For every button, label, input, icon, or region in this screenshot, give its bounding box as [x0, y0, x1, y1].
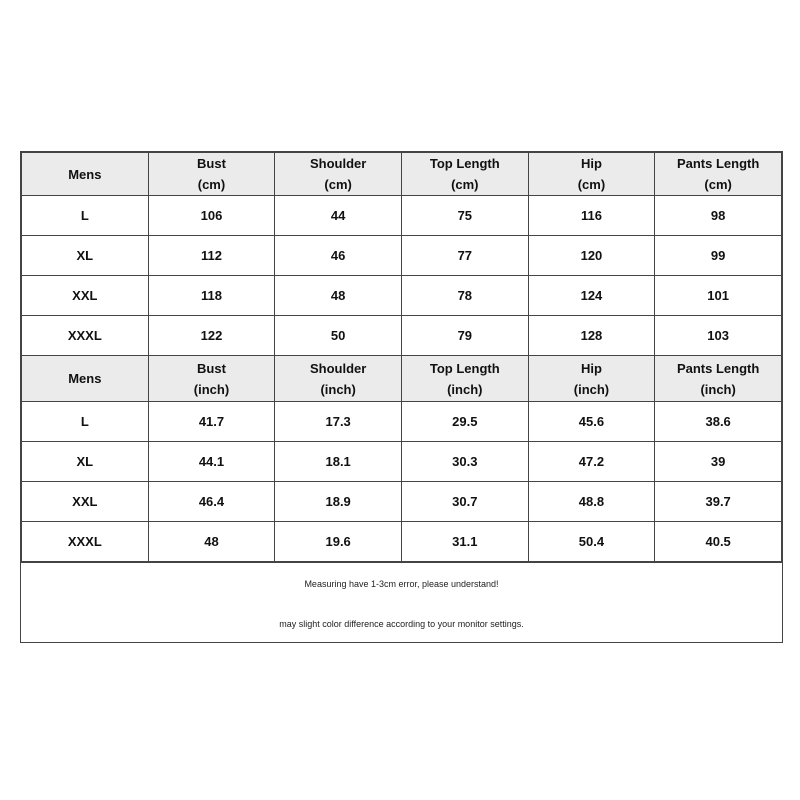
inch-header-row	[22, 356, 782, 402]
pants-length-cell: 103	[655, 316, 782, 356]
bust-cell: 118	[148, 276, 275, 316]
shoulder-cell: 18.9	[275, 482, 402, 522]
hip-cell: 116	[528, 196, 655, 236]
bust-cell: 41.7	[148, 402, 275, 442]
size-table	[21, 152, 782, 562]
cm-header-pants-length-name: Pants Length	[676, 156, 760, 171]
cm-header-mens: Mens	[22, 153, 149, 196]
top-length-cell: 30.7	[401, 482, 528, 522]
inch-header-hip-name: Hip	[580, 360, 602, 376]
bust-cell: 106	[148, 196, 275, 236]
error-note: Measuring have 1-3cm error, please understand!	[304, 579, 499, 589]
cm-header-shoulder-name: Shoulder	[309, 156, 367, 171]
size-cell: XXL	[22, 482, 149, 522]
pants-length-cell: 39	[655, 442, 782, 482]
cm-header-shoulder	[275, 153, 402, 196]
table-row	[22, 522, 782, 562]
inch-header-bust-name: Bust	[197, 360, 226, 376]
inch-header-shoulder-unit: (inch)	[320, 381, 356, 397]
size-cell: XL	[22, 236, 149, 276]
top-length-cell: 29.5	[401, 402, 528, 442]
shoulder-cell: 50	[275, 316, 402, 356]
cm-header-top-length-name: Top Length	[429, 156, 500, 171]
cm-header-row	[22, 153, 782, 196]
inch-header-shoulder	[275, 356, 402, 402]
cm-header-hip-name: Hip	[580, 156, 602, 171]
shoulder-cell: 17.3	[275, 402, 402, 442]
bust-cell: 44.1	[148, 442, 275, 482]
shoulder-cell: 46	[275, 236, 402, 276]
inch-header-bust	[148, 356, 275, 402]
table-row	[22, 276, 782, 316]
size-cell: XL	[22, 442, 149, 482]
cm-header-shoulder-unit: (cm)	[324, 177, 352, 192]
size-cell: XXL	[22, 276, 149, 316]
inch-header-bust-unit: (inch)	[193, 381, 230, 397]
inch-header-pants-length-unit: (inch)	[700, 381, 736, 397]
hip-cell: 128	[528, 316, 655, 356]
shoulder-cell: 18.1	[275, 442, 402, 482]
cm-header-pants-length	[655, 153, 782, 196]
hip-cell: 120	[528, 236, 655, 276]
bust-cell: 46.4	[148, 482, 275, 522]
bust-cell: 112	[148, 236, 275, 276]
top-length-cell: 77	[401, 236, 528, 276]
table-row	[22, 196, 782, 236]
hip-cell: 47.2	[528, 442, 655, 482]
size-cell: L	[22, 196, 149, 236]
inch-header-pants-length-name: Pants Length	[676, 360, 760, 376]
notes-box	[21, 562, 782, 642]
pants-length-cell: 99	[655, 236, 782, 276]
table-row	[22, 442, 782, 482]
table-row	[22, 236, 782, 276]
top-length-cell: 78	[401, 276, 528, 316]
cm-header-top-length	[401, 153, 528, 196]
pants-length-cell: 40.5	[655, 522, 782, 562]
table-row	[22, 482, 782, 522]
top-length-cell: 75	[401, 196, 528, 236]
size-cell: L	[22, 402, 149, 442]
inch-header-top-length-unit: (inch)	[447, 381, 483, 397]
size-chart	[20, 151, 783, 643]
cm-header-hip-unit: (cm)	[577, 177, 606, 192]
shoulder-cell: 19.6	[275, 522, 402, 562]
top-length-cell: 31.1	[401, 522, 528, 562]
inch-header-shoulder-name: Shoulder	[309, 360, 367, 376]
pants-length-cell: 98	[655, 196, 782, 236]
size-cell: XXXL	[22, 522, 149, 562]
shoulder-cell: 48	[275, 276, 402, 316]
hip-cell: 48.8	[528, 482, 655, 522]
inch-header-mens: Mens	[22, 356, 149, 402]
cm-header-pants-length-unit: (cm)	[704, 177, 732, 192]
table-row	[22, 316, 782, 356]
cm-header-bust-name: Bust	[197, 156, 226, 171]
bust-cell: 48	[148, 522, 275, 562]
cm-header-bust-unit: (cm)	[197, 177, 226, 192]
shoulder-cell: 44	[275, 196, 402, 236]
pants-length-cell: 101	[655, 276, 782, 316]
inch-header-hip	[528, 356, 655, 402]
size-cell: XXXL	[22, 316, 149, 356]
inch-header-top-length	[401, 356, 528, 402]
top-length-cell: 79	[401, 316, 528, 356]
hip-cell: 124	[528, 276, 655, 316]
inch-header-top-length-name: Top Length	[429, 360, 500, 376]
inch-header-pants-length	[655, 356, 782, 402]
top-length-cell: 30.3	[401, 442, 528, 482]
pants-length-cell: 39.7	[655, 482, 782, 522]
pants-length-cell: 38.6	[655, 402, 782, 442]
cm-header-hip	[528, 153, 655, 196]
hip-cell: 45.6	[528, 402, 655, 442]
bust-cell: 122	[148, 316, 275, 356]
table-row	[22, 402, 782, 442]
hip-cell: 50.4	[528, 522, 655, 562]
color-note: may slight color difference according to your monitor settings.	[279, 619, 524, 629]
inch-header-hip-unit: (inch)	[573, 381, 610, 397]
cm-header-top-length-unit: (cm)	[451, 177, 479, 192]
cm-header-bust	[148, 153, 275, 196]
